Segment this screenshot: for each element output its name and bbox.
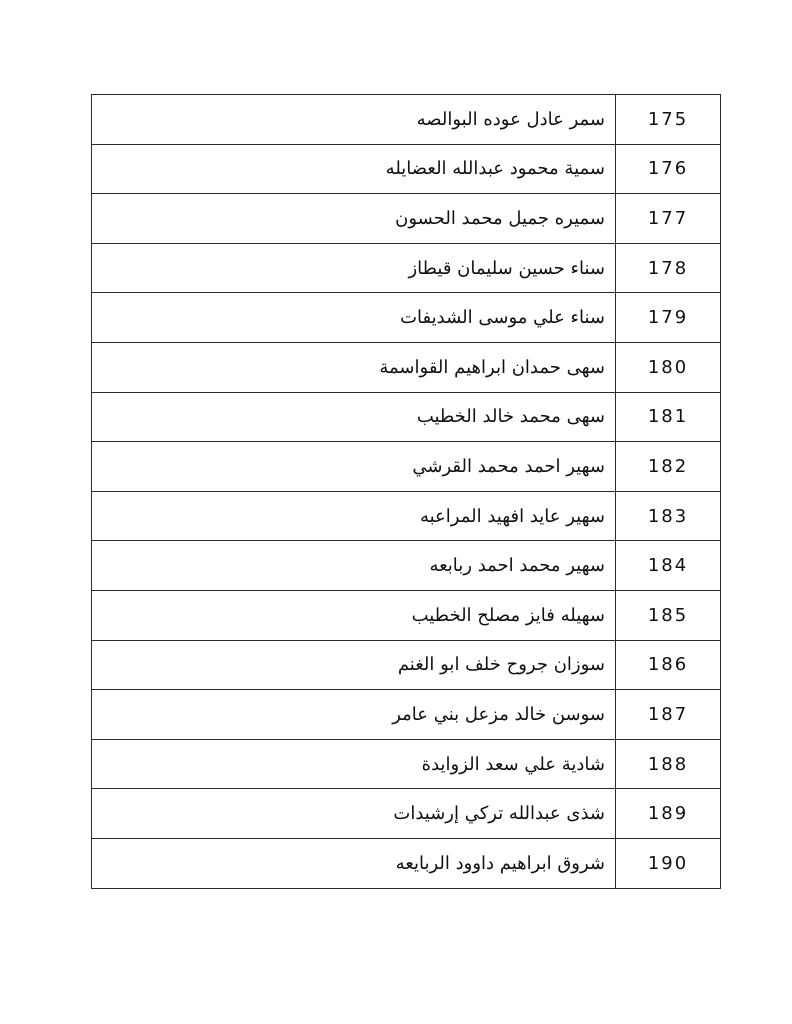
person-name: سهير محمد احمد ربابعه [92, 541, 616, 591]
table-row [92, 442, 721, 492]
row-number: 181 [616, 392, 721, 442]
table-row [92, 144, 721, 194]
row-number: 179 [616, 293, 721, 343]
person-name: سمية محمود عبدالله العضايله [92, 144, 616, 194]
names-table-body [92, 95, 721, 889]
row-number: 189 [616, 789, 721, 839]
person-name: سناء علي موسى الشديفات [92, 293, 616, 343]
table-row [92, 590, 721, 640]
table-row [92, 243, 721, 293]
table-row [92, 194, 721, 244]
person-name: شذى عبدالله تركي إرشيدات [92, 789, 616, 839]
person-name: سهير عايد افهيد المراعبه [92, 491, 616, 541]
person-name: سوزان جروح خلف ابو الغنم [92, 640, 616, 690]
table-row [92, 838, 721, 888]
row-number: 178 [616, 243, 721, 293]
table-row [92, 690, 721, 740]
row-number: 183 [616, 491, 721, 541]
table-row [92, 491, 721, 541]
person-name: سهيله فايز مصلح الخطيب [92, 590, 616, 640]
person-name: سوسن خالد مزعل بني عامر [92, 690, 616, 740]
row-number: 177 [616, 194, 721, 244]
person-name: شادية علي سعد الزوايدة [92, 739, 616, 789]
person-name: سناء حسين سليمان قيطاز [92, 243, 616, 293]
names-table [91, 94, 721, 889]
person-name: سميره جميل محمد الحسون [92, 194, 616, 244]
table-row [92, 789, 721, 839]
row-number: 188 [616, 739, 721, 789]
row-number: 184 [616, 541, 721, 591]
table-row [92, 541, 721, 591]
table-row [92, 640, 721, 690]
row-number: 186 [616, 640, 721, 690]
row-number: 180 [616, 342, 721, 392]
row-number: 182 [616, 442, 721, 492]
person-name: سهير احمد محمد القرشي [92, 442, 616, 492]
row-number: 190 [616, 838, 721, 888]
row-number: 187 [616, 690, 721, 740]
table-row [92, 293, 721, 343]
person-name: سهى محمد خالد الخطيب [92, 392, 616, 442]
person-name: شروق ابراهيم داوود الربايعه [92, 838, 616, 888]
table-row [92, 342, 721, 392]
table-row [92, 739, 721, 789]
person-name: سمر عادل عوده البوالصه [92, 95, 616, 145]
row-number: 185 [616, 590, 721, 640]
table-row [92, 95, 721, 145]
row-number: 175 [616, 95, 721, 145]
row-number: 176 [616, 144, 721, 194]
table-row [92, 392, 721, 442]
person-name: سهى حمدان ابراهيم القواسمة [92, 342, 616, 392]
